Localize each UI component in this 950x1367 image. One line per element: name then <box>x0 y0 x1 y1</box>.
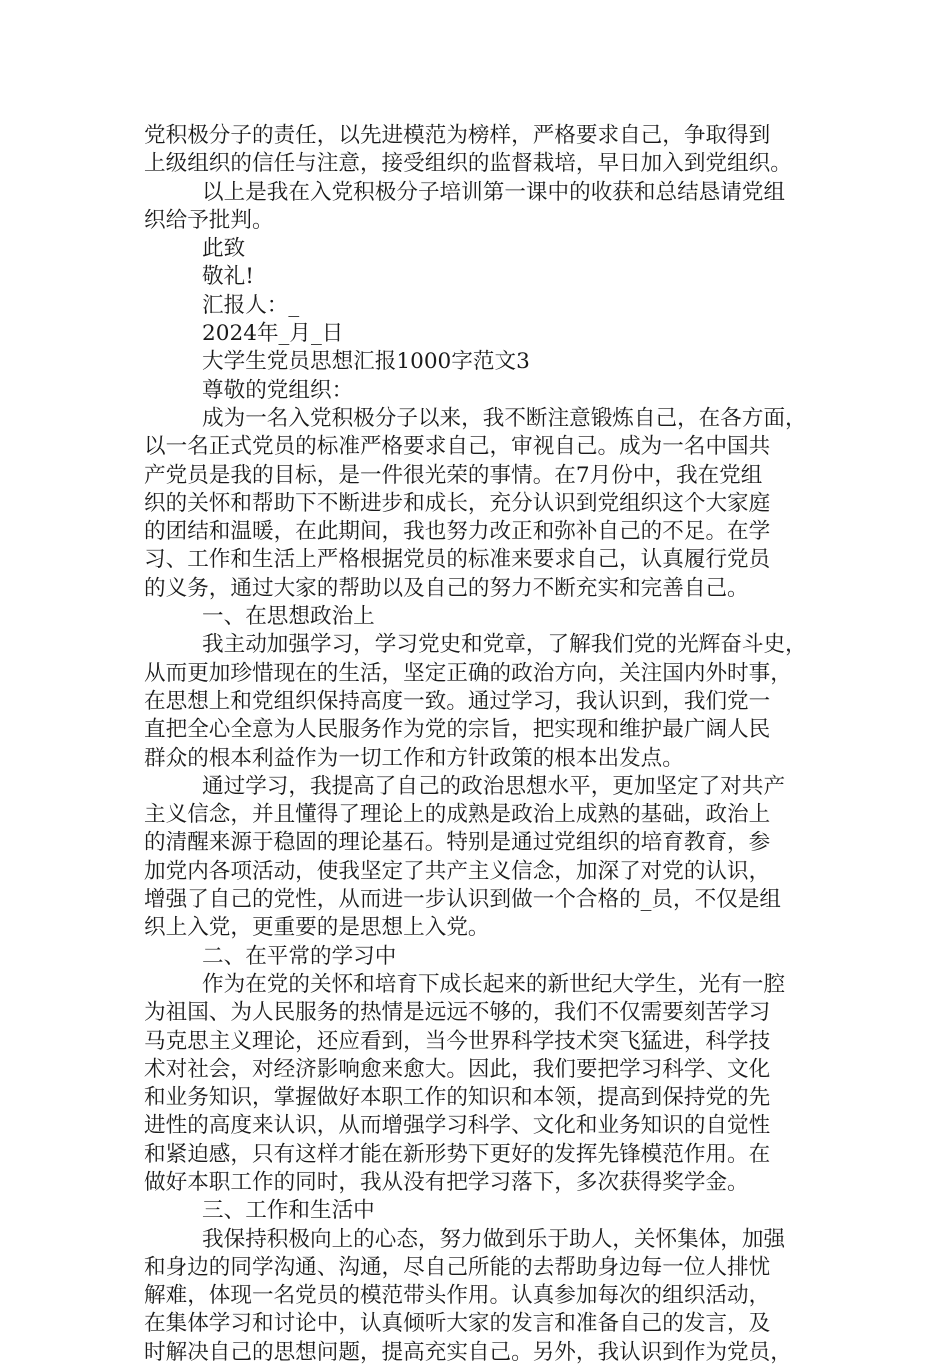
text-line: 增强了自己的党性，从而进一步认识到做一个合格的_员，不仅是组 <box>144 887 782 913</box>
text-line: 马克思主义理论，还应看到，当今世界科学技术突飞猛进，科学技 <box>144 1028 771 1054</box>
text-line: 织的关怀和帮助下不断进步和成长，充分认识到党组织这个大家庭 <box>144 490 771 516</box>
document-body <box>144 122 824 1367</box>
text-line: 织上入党，更重要的是思想上入党。 <box>144 915 490 941</box>
text-line: 和身边的同学沟通、沟通，尽自己所能的去帮助身边每一位人排忧 <box>144 1254 771 1280</box>
text-line: 以上是我在入党积极分子培训第一课中的收获和总结恳请党组 <box>202 179 786 205</box>
text-line: 织给予批判。 <box>144 207 274 233</box>
text-line: 通过学习，我提高了自己的政治思想水平，更加坚定了对共产 <box>202 773 786 799</box>
text-line: 的义务，通过大家的帮助以及自己的努力不断充实和完善自己。 <box>144 575 749 601</box>
text-line: 汇报人：_ <box>202 292 300 318</box>
text-line: 和业务知识，掌握做好本职工作的知识和本领，提高到保持党的先 <box>144 1085 771 1111</box>
text-line: 此致 <box>202 236 246 262</box>
text-line: 三、工作和生活中 <box>202 1198 375 1224</box>
text-line: 敬礼! <box>202 264 254 290</box>
text-line: 二、在平常的学习中 <box>202 943 397 969</box>
text-line: 习、工作和生活上严格根据党员的标准来要求自己，认真履行党员 <box>144 547 771 573</box>
text-line: 从而更加珍惜现在的生活，坚定正确的政治方向，关注国内外时事， <box>144 660 792 686</box>
text-line: 术对社会，对经济影响愈来愈大。因此，我们要把学习科学、文化 <box>144 1056 771 1082</box>
text-line: 在思想上和党组织保持高度一致。通过学习，我认识到，我们党一 <box>144 688 771 714</box>
text-line: 产党员是我的目标，是一件很光荣的事情。在7月份中，我在党组 <box>144 462 763 488</box>
text-line: 上级组织的信任与注意，接受组织的监督栽培，早日加入到党组织。 <box>144 151 792 177</box>
text-line: 解难，体现一名党员的模范带头作用。认真参加每次的组织活动， <box>144 1283 771 1309</box>
text-line: 在集体学习和讨论中，认真倾听大家的发言和准备自己的发言，及 <box>144 1311 771 1337</box>
text-line: 加党内各项活动，使我坚定了共产主义信念，加深了对党的认识， <box>144 858 771 884</box>
text-line: 以一名正式党员的标准严格要求自己，审视自己。成为一名中国共 <box>144 434 771 460</box>
text-line: 成为一名入党积极分子以来，我不断注意锻炼自己，在各方面， <box>202 405 807 431</box>
text-line: 时解决自己的思想问题，提高充实自己。另外，我认识到作为党员， <box>144 1339 792 1365</box>
text-line: 的清醒来源于稳固的理论基石。特别是通过党组织的培育教育，参 <box>144 830 771 856</box>
text-line: 一、在思想政治上 <box>202 604 375 630</box>
text-line: 直把全心全意为人民服务作为党的宗旨，把实现和维护最广阔人民 <box>144 717 771 743</box>
text-line: 的团结和温暖，在此期间，我也努力改正和弥补自己的不足。在学 <box>144 519 771 545</box>
text-line: 大学生党员思想汇报1000字范文3 <box>202 349 530 375</box>
text-line: 为祖国、为人民服务的热情是远远不够的，我们不仅需要刻苦学习 <box>144 1000 771 1026</box>
text-line: 群众的根本利益作为一切工作和方针政策的根本出发点。 <box>144 745 684 771</box>
text-line: 和紧迫感，只有这样才能在新形势下更好的发挥先锋模范作用。在 <box>144 1141 771 1167</box>
text-line: 进性的高度来认识，从而增强学习科学、文化和业务知识的自觉性 <box>144 1113 771 1139</box>
text-line: 尊敬的党组织： <box>202 377 354 403</box>
text-line: 党积极分子的责任，以先进模范为榜样，严格要求自己，争取得到 <box>144 123 771 148</box>
text-line: 主义信念，并且懂得了理论上的成熟是政治上成熟的基础，政治上 <box>144 802 771 828</box>
text-line: 做好本职工作的同时，我从没有把学习落下，多次获得奖学金。 <box>144 1169 749 1195</box>
text-line: 2024年_月_日 <box>202 321 344 347</box>
text-line: 我保持积极向上的心态，努力做到乐于助人，关怀集体，加强 <box>202 1226 786 1252</box>
text-line: 作为在党的关怀和培育下成长起来的新世纪大学生，光有一腔 <box>202 971 786 997</box>
text-line: 我主动加强学习，学习党史和党章，了解我们党的光辉奋斗史， <box>202 632 807 658</box>
